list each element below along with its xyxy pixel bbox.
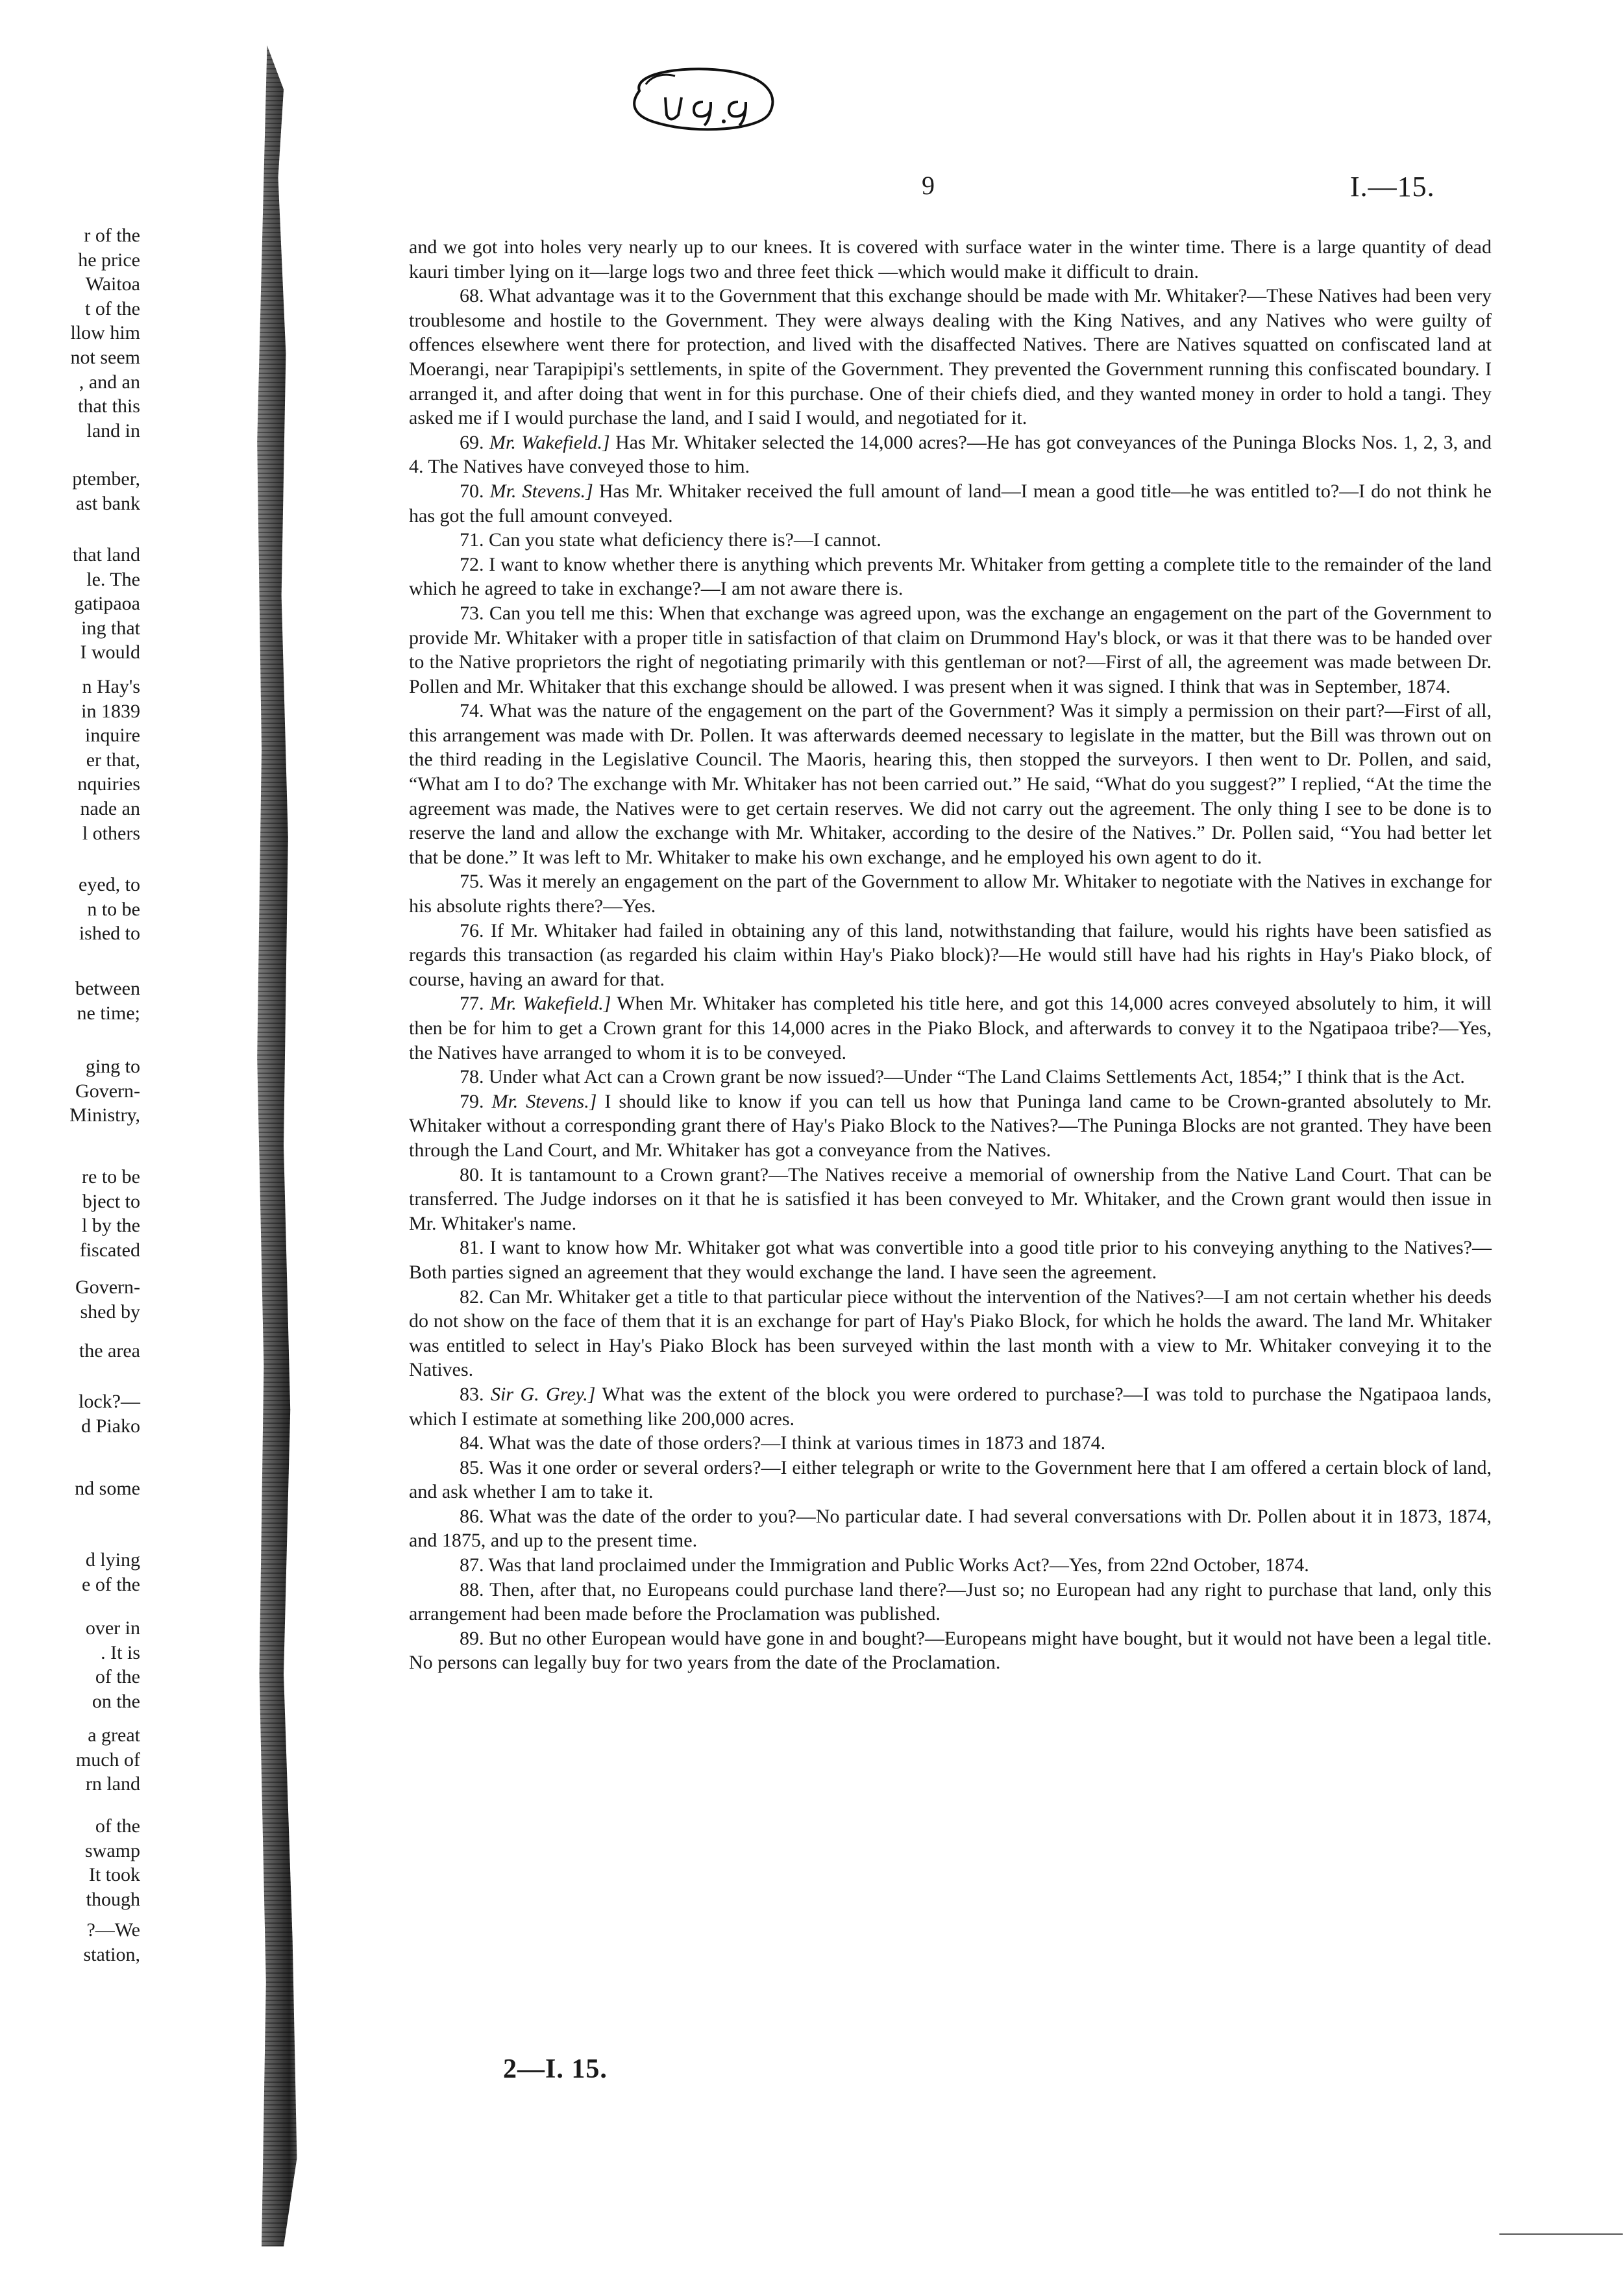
binding-shadow xyxy=(217,45,328,2246)
evidence-paragraph xyxy=(409,1456,1492,1504)
facing-page-line: Govern- xyxy=(75,1276,140,1298)
facing-page-line: on the xyxy=(92,1690,140,1712)
speaker-name: Sir G. Grey.] xyxy=(490,1383,596,1405)
evidence-paragraph xyxy=(409,869,1492,918)
facing-page-line: llow him xyxy=(70,322,140,344)
evidence-paragraph xyxy=(409,991,1492,1065)
facing-page-line: eyed, to xyxy=(79,874,140,895)
question-number: 84. xyxy=(460,1432,484,1454)
facing-page-line: Ministry, xyxy=(69,1104,140,1126)
evidence-paragraph xyxy=(409,1089,1492,1163)
question-number: 76. xyxy=(460,919,484,941)
facing-page-line: nade an xyxy=(80,798,140,819)
facing-page-line: shed by xyxy=(80,1300,140,1323)
paragraph-text: What advantage was it to the Government that this exchange should be made with Mr. Whitaker?—These Natives had been very troublesome and hostile to the Government. They were always dealing with the King Natives, and any Natives who were guilty of offences elsewhere went there for protection, and lived with the disaffected Natives. There are Natives squatted on confiscated land at Moerangi, near Tarapipipi's settlements, in spite of the Government. They prevented the Government running this confiscated boundary. I arranged it, and after doing that went in for this purchase. One of their chiefs died, and they wanted money in order to hold a tangi. They asked me if I would purchase the land, and I said I would, and negotiated for it. xyxy=(409,285,1492,429)
question-number: 68. xyxy=(460,285,484,307)
evidence-paragraph xyxy=(409,430,1492,479)
facing-page-line: , and an xyxy=(79,371,140,393)
facing-page-line: in 1839 xyxy=(81,700,140,722)
paragraph-text: Then, after that, no Europeans could purchase land there?—Just so; no European had any right to purchase that land, only this arrangement had been made before the Proclamation was published. xyxy=(409,1578,1492,1625)
facing-page-line: e of the xyxy=(82,1573,140,1595)
evidence-paragraph xyxy=(409,1236,1492,1284)
facing-page-line: n Hay's xyxy=(82,676,140,697)
paragraph-text: Was that land proclaimed under the Immigration and Public Works Act?—Yes, from 22nd October, 1874. xyxy=(488,1554,1309,1576)
facing-page-line: of the xyxy=(95,1666,140,1688)
facing-page-line: rn land xyxy=(85,1773,140,1795)
paragraph-text: Can Mr. Whitaker get a title to that particular piece without the intervention of the Natives?—I am not certain whether his deeds do not show on the face of them that it is an exchange for part of Hay's Piako Block, for which he holds the award. The land Mr. Whitaker was entitled to select in Hay's Piako Block has been surveyed within the last month with a view to Mr. Whitaker conveying it to the Natives. xyxy=(409,1286,1492,1381)
evidence-paragraph xyxy=(409,1626,1492,1675)
facing-page-line: ast bank xyxy=(75,492,140,514)
facing-page-line: inquire xyxy=(85,725,140,747)
evidence-paragraph xyxy=(409,1431,1492,1456)
evidence-paragraph xyxy=(409,235,1492,284)
question-number: 87. xyxy=(460,1554,484,1576)
paragraph-text: and we got into holes very nearly up to our knees. It is covered with surface water in the winter time. There is a large quantity of dead kauri timber lying on it—large logs two and three feet thick —which would make it difficult to drain. xyxy=(409,236,1492,282)
facing-page-line: land in xyxy=(86,419,140,441)
evidence-paragraph xyxy=(409,1163,1492,1236)
question-number: 79. xyxy=(460,1090,484,1112)
question-number: 82. xyxy=(460,1286,484,1308)
facing-page-line: not seem xyxy=(70,347,140,368)
facing-page-line: re to be xyxy=(82,1166,140,1187)
speaker-name: Mr. Stevens.] xyxy=(489,480,593,502)
facing-page-line: station, xyxy=(83,1943,140,1965)
facing-page-line: though xyxy=(86,1888,140,1910)
facing-page-line: he price xyxy=(78,249,140,271)
facing-page-line: d Piako xyxy=(81,1415,140,1437)
facing-page-line: ished to xyxy=(79,923,140,945)
facing-page-line: swamp xyxy=(85,1839,140,1861)
evidence-paragraph xyxy=(409,601,1492,699)
paragraph-text: Can you tell me this: When that exchange was agreed upon, was the exchange an engagement on the part of the Government to provide Mr. Whitaker with a proper title in satisfaction of that claim on Drummond Hay's block, or was it that there was to be handed over to the Native proprietors the right of negotiating primarily with this gentleman or not?—First of all, the agreement was made between Dr. Pollen and Mr. Whitaker that this exchange should be allowed. I was present when it was signed. I think that was in September, 1874. xyxy=(409,602,1492,697)
evidence-paragraph xyxy=(409,479,1492,528)
paragraph-text: I want to know how Mr. Whitaker got what was convertible into a good title prior to his conveying anything to the Natives?—Both parties signed an agreement that they would exchange the land. I have seen the agreement. xyxy=(409,1237,1492,1283)
facing-page-line: t of the xyxy=(85,297,140,319)
facing-page-line: that this xyxy=(78,395,140,417)
paragraph-text: What was the nature of the engagement on the part of the Government? Was it simply a permission on their part?—First of all, this arrangement was made with Dr. Pollen. It was afterwards deemed necessary to legislate in the matter, but the Bill was thrown out on the third reading in the Legislative Council. The Maoris, hearing this, then stopped the surveyors. I then went to Dr. Pollen, and said, “What am I to do? The exchange with Mr. Whitaker has not been carried out.” He said, “What do you suggest?” I replied, “At the time the agreement was made, the Natives were to get certain reserves. We did not carry out the agreement. The only thing I see to be done is to reserve the land and allow the exchange with Mr. Whitaker, according to the desire of the Natives.” Dr. Pollen said, “You had better let that be done.” It was left to Mr. Whitaker to make his own exchange, and he employed his own agent to do it. xyxy=(409,700,1492,868)
paragraph-text: I should like to know if you can tell us how that Puninga land came to be Crown-granted absolutely to Mr. Whitaker without a corresponding grant there of Hay's Piako Block to the Natives?—The Puninga Blocks are not granted. They have been through the Land Court, and Mr. Whitaker has got a conveyance from the Natives. xyxy=(409,1090,1492,1161)
question-number: 75. xyxy=(460,871,484,893)
facing-page-line: n to be xyxy=(87,898,140,920)
evidence-paragraph xyxy=(409,528,1492,553)
facing-page-line: nquiries xyxy=(77,773,140,795)
report-reference: I.—15. xyxy=(1350,171,1435,203)
question-number: 78. xyxy=(460,1066,484,1088)
question-number: 72. xyxy=(460,553,484,575)
paragraph-text: If Mr. Whitaker had failed in obtaining any of this land, notwithstanding that failure, would his rights have been satisfied as regards this transaction (as regarded his claim within Hay's Piako block)?—He would still have had his rights in Hay's Piako block, of course, having an award for that. xyxy=(409,919,1492,990)
question-number: 85. xyxy=(460,1456,484,1478)
facing-page-line: ing that xyxy=(81,617,140,639)
question-number: 70. xyxy=(460,480,484,502)
facing-page-line: the area xyxy=(79,1340,140,1361)
question-number: 69. xyxy=(460,431,484,453)
question-number: 80. xyxy=(460,1163,484,1186)
paragraph-text: I want to know whether there is anything which prevents Mr. Whitaker from getting a complete title to the remainder of the land which he agreed to take in exchange?—I am not aware there is. xyxy=(409,553,1492,600)
facing-page-line: that land xyxy=(72,544,140,566)
facing-page-line: fiscated xyxy=(79,1239,140,1261)
facing-page-line: much of xyxy=(75,1748,140,1771)
evidence-paragraph xyxy=(409,1382,1492,1431)
paragraph-text: But no other European would have gone in and bought?—Europeans might have bought, but it would not have been a legal title. No persons can legally buy for two years from the date of the Proclamation. xyxy=(409,1627,1492,1674)
paragraph-text: What was the date of the order to you?—No particular date. I had several conversations with Dr. Pollen about it in 1873, 1874, and 1875, and up to the present time. xyxy=(409,1505,1492,1552)
paragraph-text: Under what Act can a Crown grant be now issued?—Under “The Land Claims Settlements Act, 1854;” I think that is the Act. xyxy=(489,1066,1465,1088)
facing-page-line: r of the xyxy=(84,225,140,246)
paragraph-text: When Mr. Whitaker has completed his title here, and got this 14,000 acres conveyed absolutely to him, it will then be for him to get a Crown grant for this 14,000 acres in the Piako Block, and afterwards to convey it to the Ngatipaoa tribe?—Yes, the Natives have arranged to whom it is to be conveyed. xyxy=(409,993,1492,1063)
evidence-paragraph xyxy=(409,919,1492,992)
evidence-paragraph xyxy=(409,1065,1492,1089)
question-number: 71. xyxy=(460,529,484,551)
page-number: 9 xyxy=(922,171,935,200)
facing-page-line: between xyxy=(75,978,140,999)
facing-page-line: gatipaoa xyxy=(74,593,140,615)
signature-mark: 2—I. 15. xyxy=(503,2054,608,2084)
facing-page-line: over in xyxy=(85,1617,140,1639)
speaker-name: Mr. Wakefield.] xyxy=(489,993,611,1015)
paragraph-text: Was it merely an engagement on the part of the Government to allow Mr. Whitaker to negotiate with the Natives in exchange for his absolute rights there?—Yes. xyxy=(409,871,1492,917)
facing-page-line: bject to xyxy=(82,1190,140,1212)
paragraph-text: Has Mr. Whitaker received the full amount of land—I mean a good title—he was entitled to?—I do not think he has got the full amount conveyed. xyxy=(409,480,1492,527)
paragraph-text: What was the extent of the block you were ordered to purchase?—I was told to purchase the Ngatipaoa lands, which I estimate at something like 200,000 acres. xyxy=(409,1383,1492,1430)
question-number: 73. xyxy=(460,602,484,624)
facing-page-line: nd some xyxy=(75,1478,140,1499)
question-number: 88. xyxy=(460,1578,484,1600)
facing-page-line: I would xyxy=(80,641,140,664)
facing-page-line: ptember, xyxy=(72,468,140,490)
page-edge-line xyxy=(1499,2233,1623,2235)
facing-page-line: Waitoa xyxy=(85,273,140,295)
evidence-paragraph xyxy=(409,1578,1492,1626)
evidence-paragraph xyxy=(409,1285,1492,1382)
paragraph-text: Can you state what deficiency there is?—I cannot. xyxy=(489,529,881,551)
facing-page-line: ging to xyxy=(85,1056,140,1077)
facing-page-line: le. The xyxy=(86,568,140,590)
question-number: 86. xyxy=(460,1505,484,1527)
speaker-name: Mr. Stevens.] xyxy=(491,1090,597,1112)
evidence-paragraph xyxy=(409,699,1492,869)
facing-page-line: ?—We xyxy=(86,1919,140,1941)
evidence-paragraph xyxy=(409,284,1492,430)
question-number: 89. xyxy=(460,1627,484,1649)
evidence-paragraph xyxy=(409,1553,1492,1578)
facing-page-line: l others xyxy=(82,822,140,844)
facing-page-line: a great xyxy=(88,1724,140,1746)
question-number: 81. xyxy=(460,1237,484,1259)
handwritten-stamp xyxy=(620,62,782,136)
paragraph-text: Was it one order or several orders?—I either telegraph or write to the Government here that I am offered a certain block of land, and ask whether I am to take it. xyxy=(409,1456,1492,1503)
facing-page-line: lock?— xyxy=(79,1391,140,1412)
evidence-paragraph xyxy=(409,553,1492,601)
main-text-column xyxy=(409,235,1492,1675)
question-number: 74. xyxy=(460,700,484,722)
paragraph-text: Has Mr. Whitaker selected the 14,000 acres?—He has got conveyances of the Puninga Blocks Nos. 1, 2, 3, and 4. The Natives have conveyed those to him. xyxy=(409,431,1492,478)
facing-page-line: ne time; xyxy=(77,1002,140,1024)
facing-page-line: . It is xyxy=(101,1641,140,1663)
facing-page-line: d lying xyxy=(85,1549,140,1571)
question-number: 83. xyxy=(460,1383,484,1405)
facing-page-line: It took xyxy=(88,1864,140,1886)
evidence-paragraph xyxy=(409,1504,1492,1553)
paragraph-text: What was the date of those orders?—I think at various times in 1873 and 1874. xyxy=(488,1432,1106,1454)
facing-page-line: Govern- xyxy=(75,1080,140,1102)
question-number: 77. xyxy=(460,993,484,1015)
speaker-name: Mr. Wakefield.] xyxy=(489,431,610,453)
facing-page-line: l by the xyxy=(82,1215,140,1237)
facing-page-line: of the xyxy=(95,1815,140,1837)
facing-page-line: er that, xyxy=(86,749,140,771)
paragraph-text: It is tantamount to a Crown grant?—The Natives receive a memorial of ownership from the Native Land Court. That can be transferred. The Judge indorses on it that he is satisfied it has been conveyed to Mr. Whitaker, and the Crown grant would then issue in Mr. Whitaker's name. xyxy=(409,1163,1492,1234)
